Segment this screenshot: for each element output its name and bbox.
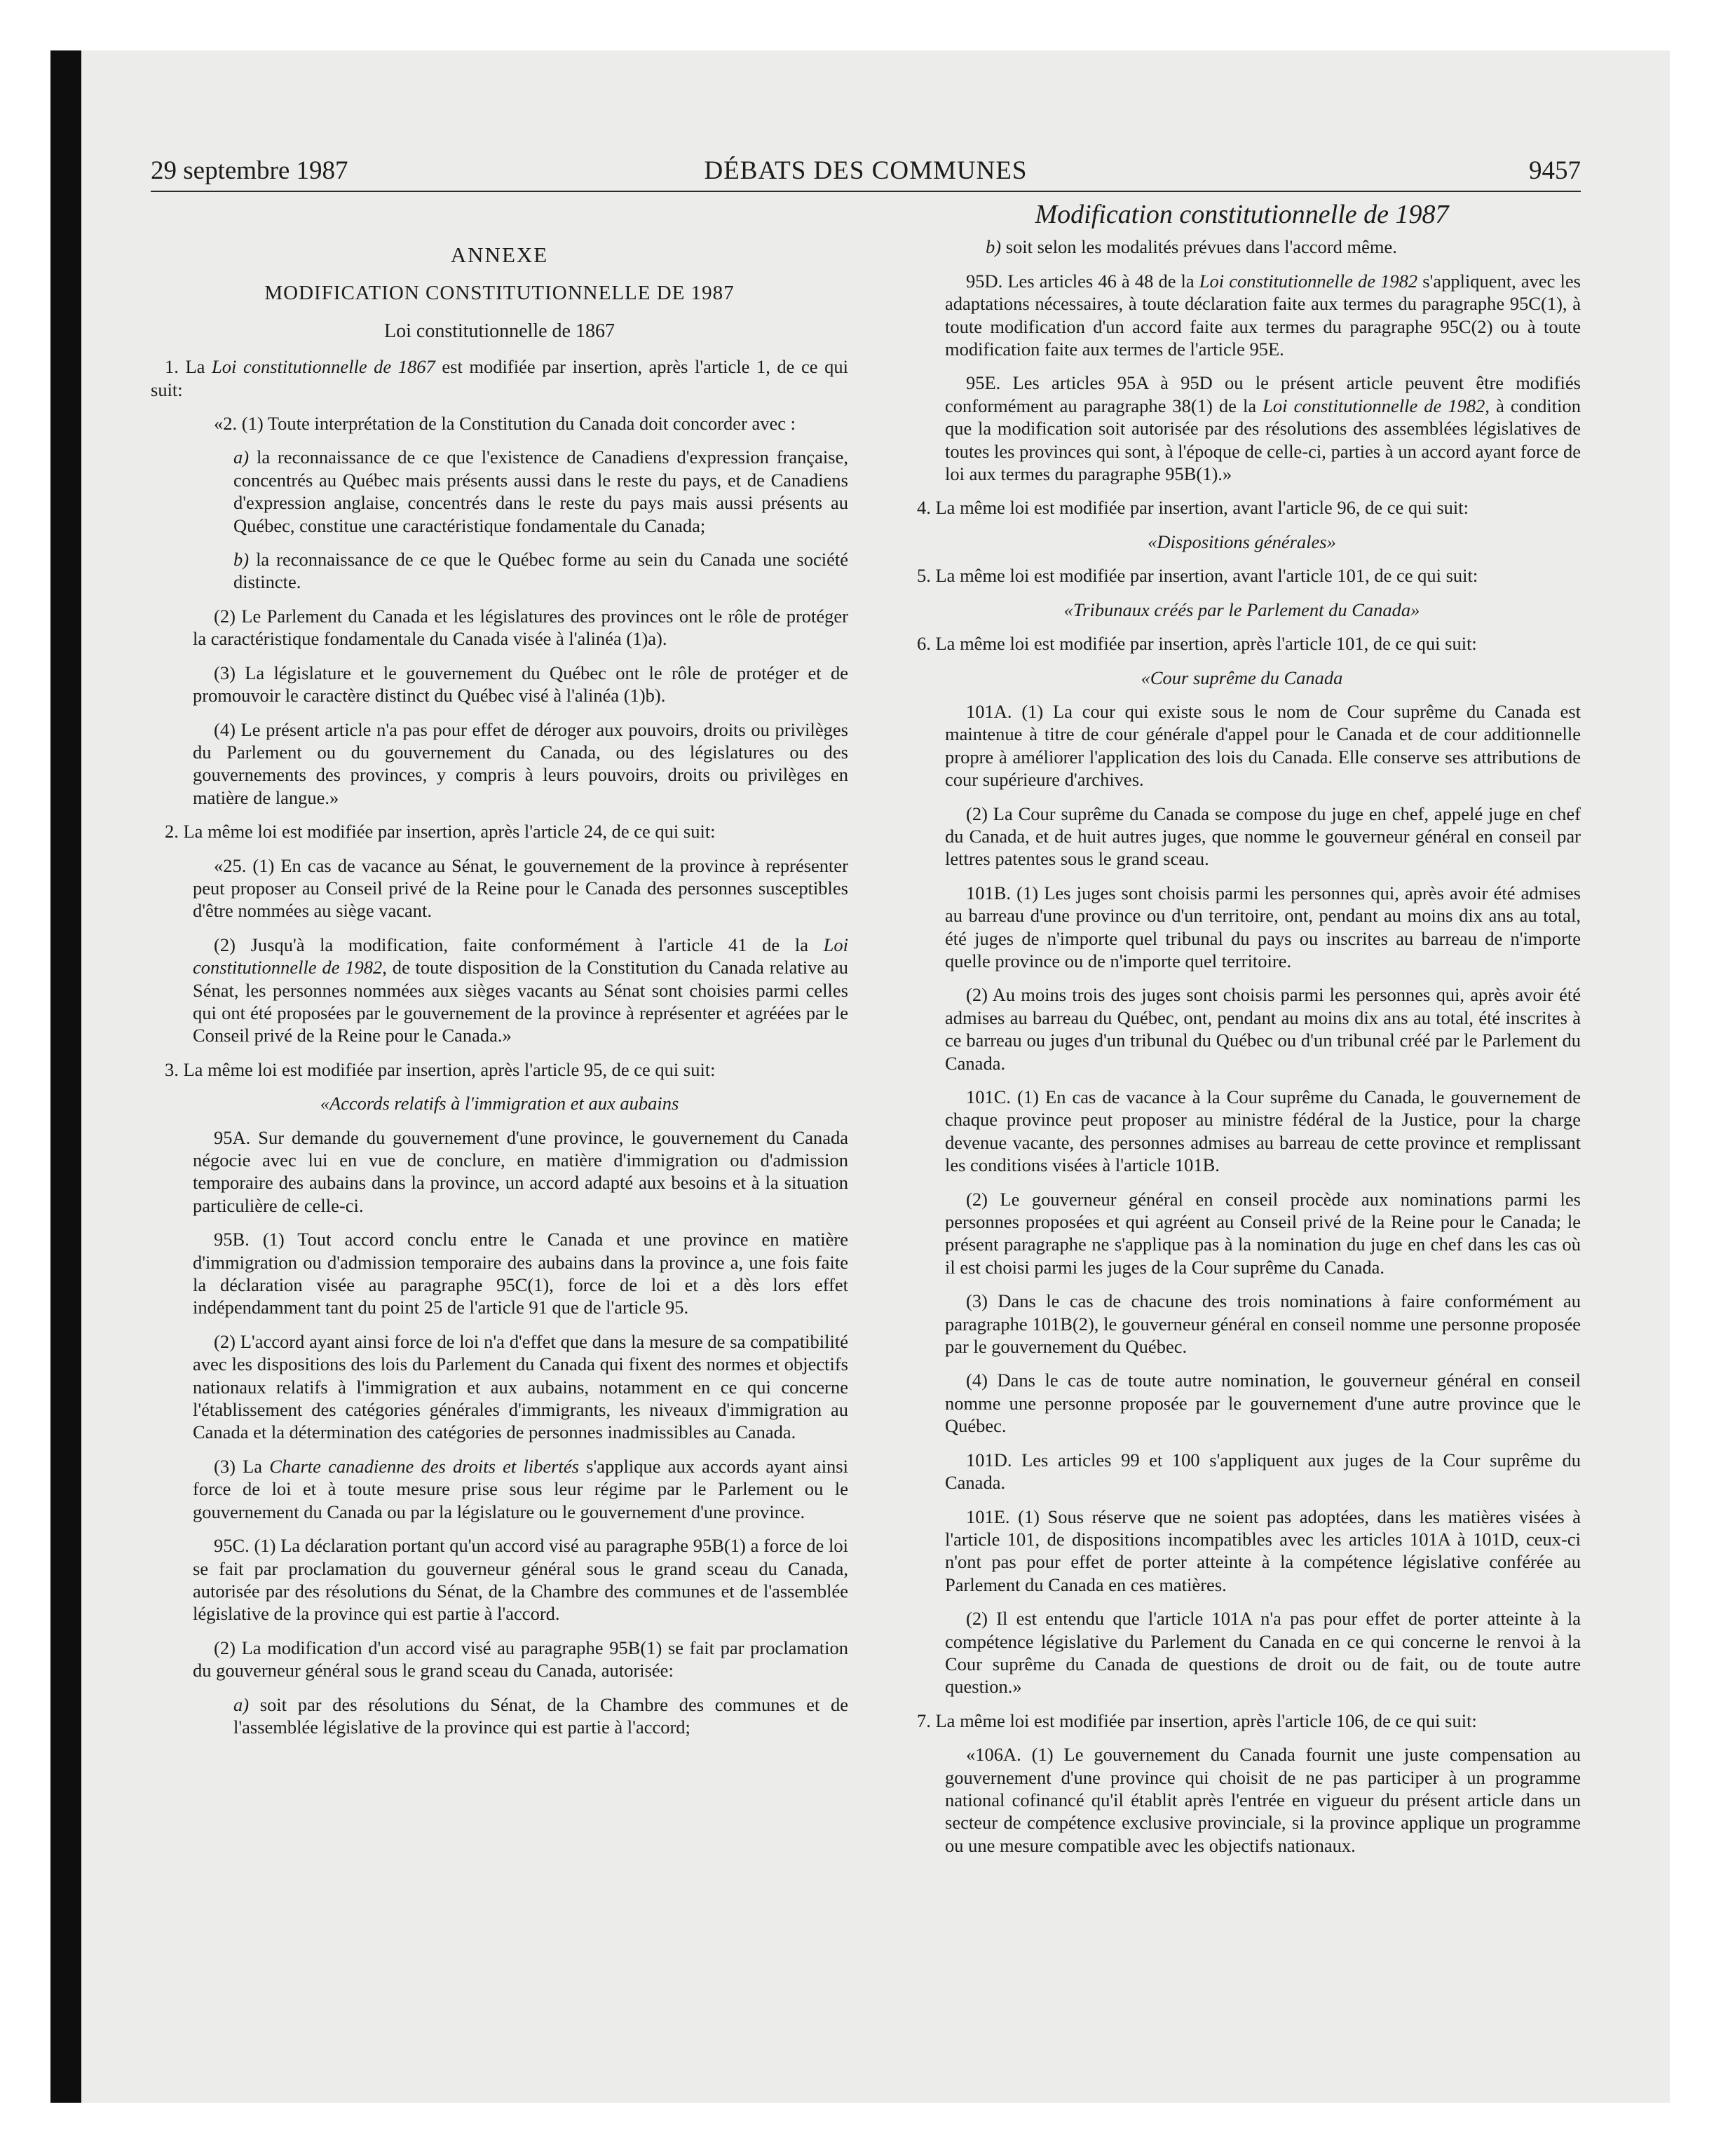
paragraph xyxy=(233,446,848,537)
text: s'applique aux accords ayant ainsi force de loi et à toute mesure prise sous leur régime par le Parlement ou le gouvernement du Canada ou par la législature ou le gouvernement d'une province. xyxy=(193,1455,848,1522)
paragraph xyxy=(233,548,848,594)
italic-text: Loi constitutionnelle de 1982 xyxy=(1263,395,1485,416)
section-heading xyxy=(903,531,1581,553)
text: soit par des résolutions du Sénat, de la Chambre des communes et de l'assemblée législative de la province qui est partie à l'accord; xyxy=(233,1693,848,1738)
section-heading xyxy=(151,1092,848,1114)
paragraph: 3. La même loi est modifiée par insertion, après l'article 95, de ce qui suit: xyxy=(165,1058,716,1080)
paragraph: (3) Dans le cas de chacune des trois nominations à faire conformément au paragraphe 101B(2), le gouverneur général en conseil nomme une personne proposée par le gouvernement du Québec. xyxy=(945,1290,1581,1358)
paragraph xyxy=(233,1693,848,1739)
left-column xyxy=(151,203,848,1749)
paragraph: (2) La modification d'un accord visé au paragraphe 95B(1) se fait par proclamation du gouverneur général sous le grand sceau du Canada, autorisée: xyxy=(193,1637,848,1681)
paragraph: (2) Le Parlement du Canada et les législatures des provinces ont le rôle de protéger la caractéristique fondamentale du Canada visée à l'alinéa (1)a). xyxy=(193,605,848,650)
paragraph: (2) Au moins trois des juges sont choisis parmi les personnes qui, après avoir été admises au barreau du Québec, ont, pendant au moins dix ans au total, été inscrites à ce barreau ou juges d'un tribunal du Québec ou d'un tribunal créé par le Parlement du Canada. xyxy=(945,984,1581,1074)
paragraph: 4. La même loi est modifiée par insertion, avant l'article 96, de ce qui suit: xyxy=(917,497,1469,519)
text: , à condition que la modification soit autorisée par des résolutions des assemblées législatives de toutes les provinces qui sont, à l'époque de celle-ci, parties à un accord ayant force de loi aux termes du paragraphe 95B(1).» xyxy=(945,395,1581,485)
scan-edge-shadow xyxy=(50,50,81,2103)
paragraph: 7. La même loi est modifiée par insertion, après l'article 106, de ce qui suit: xyxy=(917,1710,1477,1731)
italic-text: Charte canadienne des droits et libertés xyxy=(269,1455,579,1477)
italic-text: Loi constitutionnelle de 1867 xyxy=(212,356,435,378)
text: est modifiée par insertion, après l'article 1, de ce qui suit: xyxy=(151,356,849,400)
text: s'appliquent, avec les adaptations nécessaires, à toute déclaration faite aux termes du paragraphe 95C(1), à toute modification d'un accord faite aux termes du paragraphe 95C(2) ou à toute modification faite aux termes de l'article 95E. xyxy=(945,270,1581,360)
paragraph xyxy=(151,355,848,401)
italic-text: «Tribunaux créés par le Parlement du Canada» xyxy=(1063,599,1420,620)
paragraph: (2) Il est entendu que l'article 101A n'a pas pour effet de porter atteinte à la compétence législative du Parlement du Canada en ce qui concerne le renvoi à la Cour suprême du Canada de questions de droit ou de fait, ou de toute autre question.» xyxy=(945,1608,1581,1698)
paragraph: (2) Le gouverneur général en conseil procède aux nominations parmi les personnes proposées et qui agréent au Conseil privé de la Reine pour le Canada; le présent paragraphe ne s'applique pas à la nomination du juge en chef dans les cas où il est choisi parmi les juges de la Cour suprême du Canada. xyxy=(945,1188,1581,1278)
paragraph: 95A. Sur demande du gouvernement d'une province, le gouvernement du Canada négocie avec lui en vue de conclure, en matière d'immigration ou d'admission temporaire des aubains dans la province, un accord adapté aux besoins et à la situation particulière de celle-ci. xyxy=(193,1126,848,1216)
section-heading xyxy=(903,599,1581,621)
italic-text: «Cour suprême du Canada xyxy=(1141,667,1343,688)
text: (3) La xyxy=(214,1455,270,1477)
text: (2) Jusqu'à la modification, faite conformément à l'article 41 de la xyxy=(214,934,824,955)
paragraph: 101C. (1) En cas de vacance à la Cour suprême du Canada, le gouvernement de chaque province peut proposer au ministre fédéral de la Justice, pour la charge devenue vacante, des personnes admises au barreau de cette province et remplissant les conditions visées à l'article 101B. xyxy=(945,1086,1581,1176)
paragraph: 101D. Les articles 99 et 100 s'appliquent aux juges de la Cour suprême du Canada. xyxy=(945,1449,1581,1494)
annex-heading: ANNEXE xyxy=(450,243,549,267)
paragraph: (2) La Cour suprême du Canada se compose du juge en chef, appelé juge en chef du Canada, et de huit autres juges, que nomme le gouverneur général en conseil par lettres patentes sous le grand sceau. xyxy=(945,803,1581,870)
right-column xyxy=(903,200,1581,1868)
paragraph xyxy=(193,934,848,1047)
italic-text: a) xyxy=(233,446,250,468)
law-heading: Loi constitutionnelle de 1867 xyxy=(384,320,615,342)
section-heading xyxy=(903,667,1581,689)
paragraph: 101B. (1) Les juges sont choisis parmi les personnes qui, après avoir été admises au barreau d'une province ou d'un territoire, ont, pendant au moins dix ans au total, été juges de n'importe quel tribunal du pays ou inscrites au barreau de n'importe quelle province ou de n'importe quel territoire. xyxy=(945,882,1581,971)
paragraph xyxy=(986,236,1581,258)
page-number: 9457 xyxy=(1529,156,1581,185)
italic-text: «Dispositions générales» xyxy=(1148,531,1336,552)
paragraph: 95B. (1) Tout accord conclu entre le Canada et une province en matière d'immigration ou d'admission temporaire des aubains dans la province a, une fois faite la déclaration visée au paragraphe 95C(1), force de loi et a dès lors effet indépendamment tant du point 25 de l'article 91 que de l'article 95. xyxy=(193,1229,848,1318)
paragraph: 6. La même loi est modifiée par insertion, après l'article 101, de ce qui suit: xyxy=(917,633,1477,655)
running-head: Modification constitutionnelle de 1987 xyxy=(1035,200,1449,229)
paragraph: 5. La même loi est modifiée par insertion, avant l'article 101, de ce qui suit: xyxy=(917,565,1478,587)
text: 95E. Les articles 95A à 95D ou le présent article peuvent être modifiés conformément au paragraphe 38(1) de la xyxy=(945,372,1581,416)
text: soit selon les modalités prévues dans l'accord même. xyxy=(1001,236,1397,258)
italic-text: a) xyxy=(233,1693,250,1715)
page-header xyxy=(151,156,1581,192)
text: la reconnaissance de ce que le Québec forme au sein du Canada une société distincte. xyxy=(233,549,848,593)
modification-heading: MODIFICATION CONSTITUTIONNELLE DE 1987 xyxy=(264,282,735,305)
paragraph xyxy=(193,1455,848,1523)
header-title: DÉBATS DES COMMUNES xyxy=(704,156,1028,185)
paragraph: 95C. (1) La déclaration portant qu'un accord visé au paragraphe 95B(1) a force de loi se fait par proclamation du gouverneur général sous le grand sceau du Canada, autorisée par des résolutions du Sénat, de la Chambre des communes et de l'assemblée législative de la province qui est partie à l'accord. xyxy=(193,1535,848,1625)
paragraph: (4) Dans le cas de toute autre nomination, le gouverneur général en conseil nomme une personne proposée par le gouvernement d'une autre province que le Québec. xyxy=(945,1370,1581,1437)
paragraph: (2) L'accord ayant ainsi force de loi n'a d'effet que dans la mesure de sa compatibilité avec les dispositions des lois du Parlement du Canada qui fixent des normes et objectifs nationaux relatifs à l'immigration et aux aubains, notamment en ce qui concerne l'établissement des catégories générales d'immigrants, les niveaux d'immigration au Canada et la détermination des catégories de personnes inadmissibles au Canada. xyxy=(193,1330,848,1443)
paragraph xyxy=(945,371,1581,485)
text: 1. La xyxy=(165,356,212,378)
paragraph: «2. (1) Toute interprétation de la Constitution du Canada doit concorder avec : xyxy=(214,413,796,435)
text: la reconnaissance de ce que l'existence de Canadiens d'expression française, concentrés au Québec mais présents aussi dans le reste du pays, et de Canadiens d'expression anglaise, concentrés dans le reste du pays mais aussi présents au Québec, constitue une caractéristique fondamentale du Canada; xyxy=(233,446,848,536)
paragraph: (4) Le présent article n'a pas pour effet de déroger aux pouvoirs, droits ou privilèges du Parlement ou du gouvernement du Canada, ou des législatures ou des gouvernements des provinces, y compris à leurs pouvoirs, droits ou privilèges en matière de langue.» xyxy=(193,718,848,808)
paragraph: 101E. (1) Sous réserve que ne soient pas adoptées, dans les matières visées à l'article 101, de dispositions incompatibles avec les articles 101A à 101D, ceux-ci n'ont pas pour effet de porter atteinte à la compétence législative conférée au Parlement du Canada en ces matières. xyxy=(945,1506,1581,1595)
italic-text: «Accords relatifs à l'immigration et aux aubains xyxy=(320,1093,679,1114)
italic-text: b) xyxy=(233,549,250,571)
italic-text: b) xyxy=(986,236,1002,258)
paragraph: (3) La législature et le gouvernement du Québec ont le rôle de protéger et de promouvoir le caractère distinct du Québec visé à l'alinéa (1)b). xyxy=(193,662,848,707)
paragraph: «25. (1) En cas de vacance au Sénat, le gouvernement de la province à représenter peut proposer au Conseil privé de la Reine pour le Canada des personnes susceptibles d'être nommées au siège vacant. xyxy=(193,854,848,922)
italic-text: Loi constitutionnelle de 1982 xyxy=(193,934,848,978)
paragraph xyxy=(945,270,1581,361)
text: , de toute disposition de la Constitution du Canada relative au Sénat, les personnes nommées aux sièges vacants au Sénat sont choisies parmi celles qui ont été proposées par le gouvernement de la province à représenter et agréées par le Conseil privé de la Reine pour le Canada.» xyxy=(193,957,848,1046)
header-date: 29 septembre 1987 xyxy=(151,156,348,185)
paragraph: «106A. (1) Le gouvernement du Canada fournit une juste compensation au gouvernement d'une province qui choisit de ne pas participer à un programme national cofinancé qu'il établit après l'entrée en vigueur du présent article dans un secteur de compétence exclusive provinciale, si la province applique un programme ou une mesure compatible avec les objectifs nationaux. xyxy=(945,1744,1581,1856)
italic-text: Loi constitutionnelle de 1982 xyxy=(1199,270,1418,292)
paragraph: 2. La même loi est modifiée par insertion, après l'article 24, de ce qui suit: xyxy=(165,821,716,842)
paragraph: 101A. (1) La cour qui existe sous le nom de Cour suprême du Canada est maintenue à titre de cour générale d'appel pour le Canada et de cour additionnelle propre à améliorer l'application des lois du Canada. Elle conserve ses attributions de cour supérieure d'archives. xyxy=(945,700,1581,791)
text: 95D. Les articles 46 à 48 de la xyxy=(966,270,1199,292)
